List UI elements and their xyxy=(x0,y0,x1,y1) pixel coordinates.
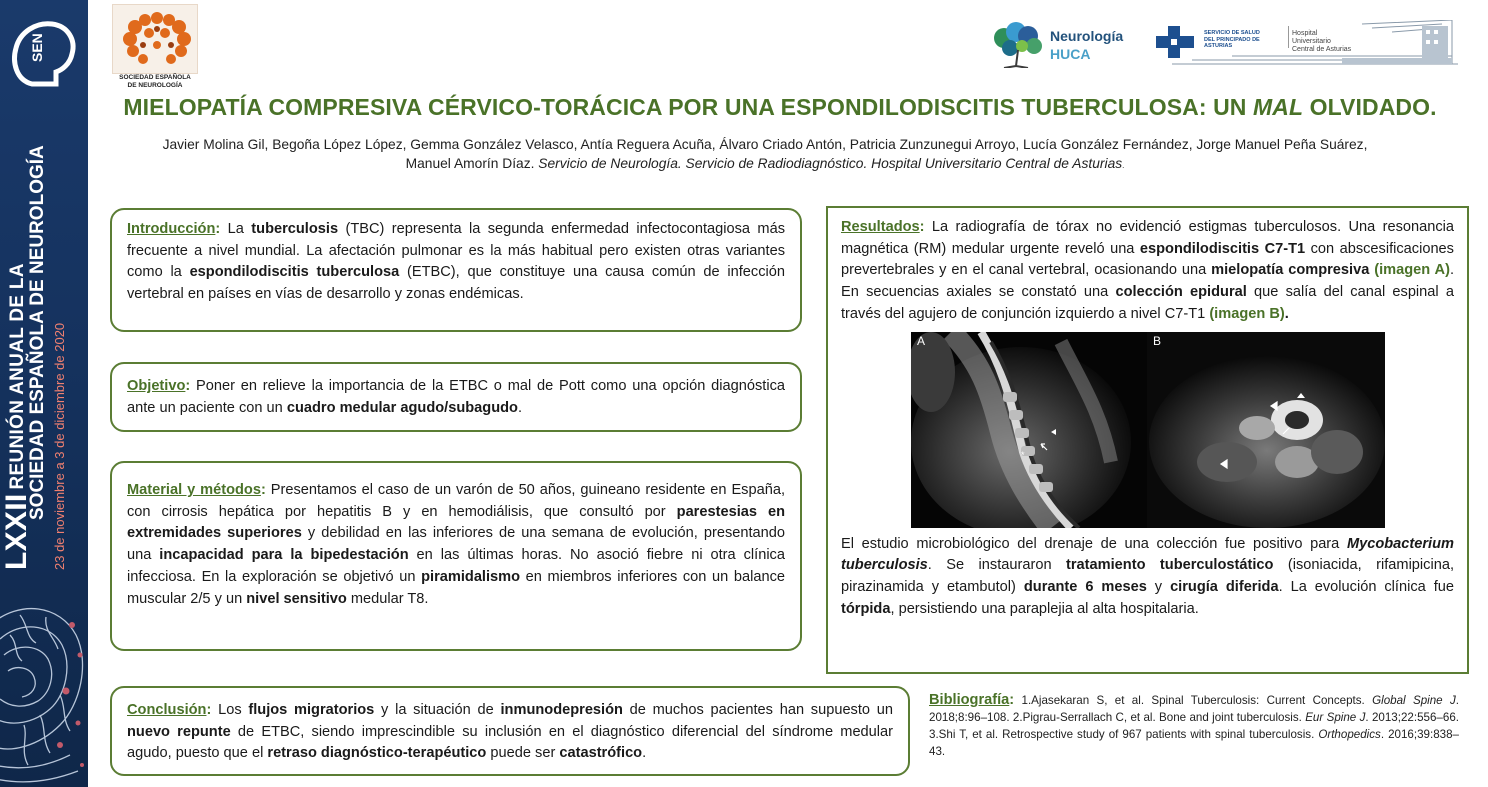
mri-image-a xyxy=(911,332,1147,528)
sidebar-event-title xyxy=(0,145,69,570)
event-date: 23 de noviembre a 3 de diciembre de 2020 xyxy=(52,322,67,570)
methods-heading: Material y métodos xyxy=(127,482,261,498)
methods-panel: Material y métodos: Presentamos el caso de un varón de 50 años, guineano residente en España, con cirrosis hepática por hepatitis B y en hemodiálisis, que consultó por parestesias en extremidades superiores y debilidad en las inferiores de una semana de evolución, presentando una incapacidad para la bipedestación en las últimas horas. No asoció fiebre ni otra clínica infecciosa. En la exploración se objetivó un piramidalismo en miembros inferiores con un balance muscular 2/5 y un nivel sensitivo medular T8. xyxy=(110,461,802,651)
results-paragraph-2: El estudio microbiológico del drenaje de una colección fue positivo para Mycobacterium tuberculosis. Se instauraron tratamiento tuberculostático (isoniacida, rifamipicina, pirazinamida y etambutol) durante 6 meses y cirugía diferida. La evolución clínica fue tórpida, persistiendo una paraplejia al alta hospitalaria. xyxy=(841,535,1454,617)
results-panel xyxy=(826,206,1469,674)
sen-brain-logo-icon xyxy=(10,14,78,94)
conclusion-panel: Conclusión: Los flujos migratorios y la situación de inmunodepresión de muchos pacientes han supuesto un nuevo repunte de ETBC, siendo imprescindible su inclusión en el diagnóstico diferencial del síndrome medular agudo, puesto que el retraso diagnóstico-terapéutico puede ser catastrófico. xyxy=(110,686,910,776)
brain-illustration-icon xyxy=(0,595,88,787)
bibliography: Bibliografía: 1.Ajasekaran S, et al. Spinal Tuberculosis: Current Concepts. Global Spine J. 2018;8:96–108. 2.Pigrau-Serrallach C, et al. Bone and joint tuberculosis. Eur Spine J. 2013;22:556–66. 3.Shi T, et al. Retrospective study of 967 patients with spinal tuberculosis. Orthopedics. 2016;39:838–43. xyxy=(929,692,1459,758)
sespa-line2: DEL PRINCIPADO DE ASTURIAS xyxy=(1204,36,1260,49)
conclusion-heading: Conclusión xyxy=(127,702,207,718)
sespa-line1: SERVICIO DE SALUD xyxy=(1204,30,1260,36)
neurologia-label: Neurología xyxy=(1050,28,1124,44)
mri-label-a: A xyxy=(916,333,925,348)
mri-label-b: B xyxy=(1152,333,1161,348)
introduction-heading: Introducción xyxy=(127,221,216,237)
neurologia-huca-logo xyxy=(990,22,1130,68)
sen-caption-2: DE NEUROLOGÍA xyxy=(127,81,183,89)
affiliation: Servicio de Neurología. Servicio de Radiodiagnóstico. Hospital Universitario Central de Asturias xyxy=(538,156,1123,171)
sespa-huca-logo xyxy=(1152,20,1458,68)
brain-logo-icon xyxy=(113,5,199,75)
authors-block: Javier Molina Gil, Begoña López López, Gemma González Velasco, Antía Reguera Acuña, Álvaro Criado Antón, Patricia Zunzunegui Arroyo, Lucía González Fernández, Jorge Manuel Peña Suárez, Manuel Amorín Díaz. Servicio de Neurología. Servicio de Radiodiagnóstico. Hospital Universitario Central de Asturias. xyxy=(162,137,1368,171)
introduction-panel: Introducción: La tuberculosis (TBC) representa la segunda enfermedad infectocontagiosa más frecuente a nivel mundial. La afectación pulmonar es la más habitual pero existen otras variantes como la espondilodiscitis tuberculosa (ETBC), que constituye una causa común de infección vertebral en países en vías de desarrollo y zonas endémicas. xyxy=(110,208,802,332)
bibliography-heading: Bibliografía xyxy=(929,692,1010,708)
results-heading: Resultados xyxy=(841,219,920,235)
title-emphasis: MAL xyxy=(1253,94,1304,120)
sen-society-logo xyxy=(106,4,204,92)
poster-title: MIELOPATÍA COMPRESIVA CÉRVICO-TORÁCICA POR UNA ESPONDILODISCITIS TUBERCULOSA: UN MAL OLVIDADO. xyxy=(123,94,1437,120)
event-line2: SOCIEDAD ESPAÑOLA DE NEUROLOGÍA xyxy=(27,145,48,520)
huca-label: HUCA xyxy=(1050,46,1091,62)
sidebar-logo-text: SEN xyxy=(29,33,45,62)
results-paragraph-1: Resultados: La radiografía de tórax no evidenció estigmas tuberculosos. Una resonancia magnética (RM) medular urgente reveló una espondilodiscitis C7-T1 con abscesificaciones prevertebrales y en el canal vertebral, ocasionando una mielopatía compresiva (imagen A). En secuencias axiales se constató una colección epidural que salía del canal espinal a través del agujero de conjunción izquierdo a nivel C7-T1 (imagen B). xyxy=(841,219,1454,322)
mri-figure xyxy=(911,332,1385,528)
huca-line1: Hospital Universitario xyxy=(1292,30,1331,45)
sidebar xyxy=(0,0,88,787)
event-line1: REUNIÓN ANUAL DE LA xyxy=(7,263,28,490)
mri-a-asterisk: * xyxy=(1020,449,1025,460)
hospital-building-icon xyxy=(1152,20,1458,68)
event-edition: LXXII xyxy=(0,493,33,570)
author-names: Javier Molina Gil, Begoña López López, Gemma González Velasco, Antía Reguera Acuña, Álvaro Criado Antón, Patricia Zunzunegui Arroyo, Lucía González Fernández, Jorge Manuel Peña Suárez, Manuel Amorín Díaz. xyxy=(162,137,1368,171)
objective-heading: Objetivo xyxy=(127,378,186,394)
tree-brain-icon xyxy=(990,22,1048,68)
sen-caption-1: SOCIEDAD ESPAÑOLA xyxy=(119,74,191,81)
huca-line2: Central de Asturias xyxy=(1292,46,1352,53)
objective-panel: Objetivo: Poner en relieve la importancia de la ETBC o mal de Pott como una opción diagnóstica ante un paciente con un cuadro medular agudo/subagudo. xyxy=(110,362,802,432)
mri-image-b xyxy=(1147,332,1385,528)
